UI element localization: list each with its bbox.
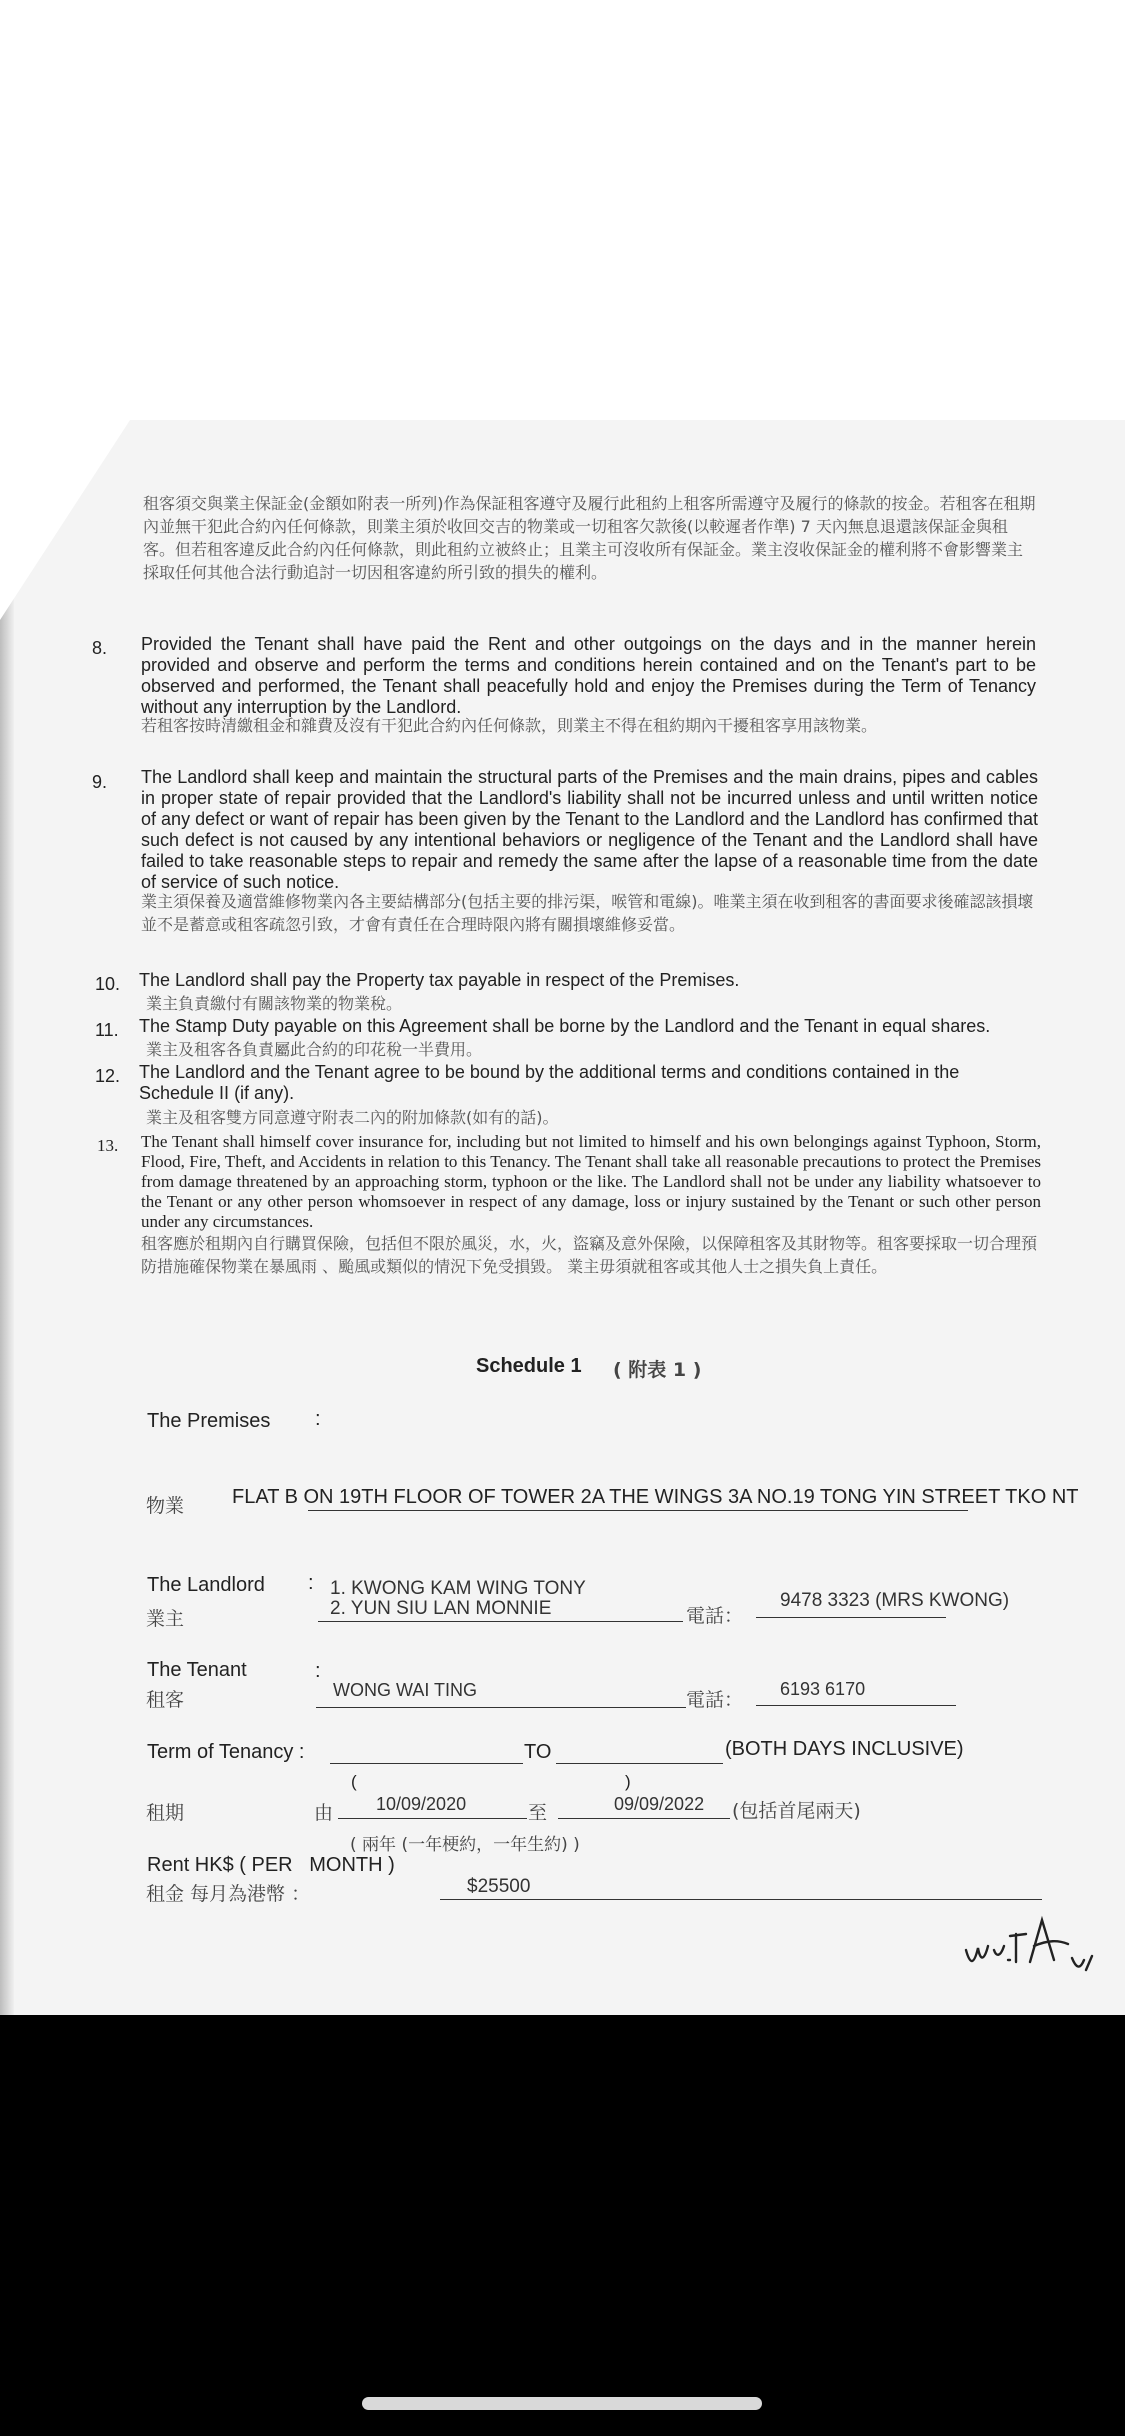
clause-8-text: Provided the Tenant shall have paid the Rent and other outgoings on the days and in the manner herein provided and observe and perform the terms and conditions herein contained and on the Tenant's part to be observed and performed, the Tenant shall peacefully hold and enjoy the Premises during the Term of Tenancy without any interruption by the Landlord.: [141, 634, 1036, 717]
premises-underline: [308, 1510, 968, 1511]
landlord-name-1: 1. KWONG KAM WING TONY: [330, 1578, 586, 1599]
bottom-black-band: [0, 2015, 1125, 2436]
tenant-phone-underline: [756, 1705, 956, 1706]
tenant-phone: 6193 6170: [780, 1679, 866, 1699]
premises-label-zh: 物業: [146, 1495, 185, 1517]
term-end-underline: [558, 1818, 730, 1819]
clause-10-number: 10.: [95, 974, 121, 994]
premises-colon: :: [315, 1408, 321, 1430]
clause-12-text-zh: 業主及租客雙方同意遵守附表二內的附加條款(如有的話)。: [146, 1108, 559, 1127]
rent-value: $25500: [467, 1876, 531, 1897]
term-from-zh: 由: [314, 1802, 334, 1824]
term-start-date: 10/09/2020: [376, 1794, 467, 1814]
document-page: [0, 420, 1125, 2015]
clause-12-number: 12.: [95, 1066, 121, 1086]
term-end-date: 09/09/2022: [614, 1794, 705, 1814]
tenant-name: WONG WAI TING: [333, 1680, 477, 1700]
term-label-zh: 租期: [146, 1802, 185, 1824]
term-to-zh: 至: [528, 1802, 548, 1824]
tenant-label: The Tenant: [147, 1659, 247, 1681]
term-to-label: TO: [524, 1741, 552, 1763]
tenant-colon: :: [315, 1660, 321, 1682]
clause-9-number: 9.: [92, 772, 108, 792]
intro-paragraph-zh: 租客須交與業主保証金(金額如附表一所列)作為保証租客遵守及履行此租約上租客所需遵守及履行的條款的按金。若租客在租期內並無干犯此合約內任何條款，則業主須於收回交吉的物業或一切租客欠款後(以較遲者作準) 7 天內無息退還該保証金與租客。但若租客違反此合約內任何條款，則此租約立被終止；且業主可沒收所有保証金。業主沒收保証金的權利將不會影響業主採取任何其他合法行動追討一切因租客違約所引致的損失的權利。: [143, 494, 1036, 582]
premises-label: The Premises: [147, 1410, 271, 1432]
clause-13-text: The Tenant shall himself cover insurance for, including but not limited to himself and his own belongings against Typhoon, Storm, Flood, Fire, Theft, and Accidents in relation to this Tenancy. The Tenant shall take all reasonable precautions to protect the Premises from damage threatened by an approaching storm, typhoon or the like. The Landlord shall not be under any liability whatsoever to the Tenant or any other person whomsoever in respect of any damage, loss or injury sustained by the Tenant or such other person under any circumstances.: [141, 1132, 1041, 1231]
clause-11-text: The Stamp Duty payable on this Agreement shall be borne by the Landlord and the Tenant in equal shares.: [139, 1016, 991, 1036]
landlord-underline: [318, 1621, 683, 1622]
rent-label-zh: 租金 每月為港幣 ：: [146, 1883, 311, 1905]
tenant-phone-label: 電話：: [686, 1689, 744, 1711]
schedule-title-zh: ( 附表 1 ): [613, 1359, 702, 1381]
clause-9-text-zh: 業主須保養及適當維修物業內各主要結構部分(包括主要的排污渠，喉管和電線)。唯業主須在收到租客的書面要求後確認該損壞並不是蓄意或租客疏忽引致，才會有責任在合理時限內將有關損壞維修妥當。: [141, 892, 1034, 934]
clause-11-number: 11.: [95, 1020, 119, 1040]
clause-9-text: The Landlord shall keep and maintain the structural parts of the Premises and the main drains, pipes and cables in proper state of repair provided that the Landlord's liability shall not be incurred unless and until written notice of any defect or want of repair has been given by the Tenant to the Landlord and the Landlord has confirmed that such defect is not caused by any intentional behaviors or negligence of the Tenant and the Landlord shall have failed to take reasonable steps to repair and remedy the same after the lapse of a reasonable time from the date of service of such notice.: [141, 767, 1038, 892]
page-shadow-edge: [0, 420, 14, 2015]
term-duration-zh: ( 兩年 (一年梗約，一年生約) ): [350, 1835, 580, 1855]
clause-13-text-zh: 租客應於租期內自行購買保險，包括但不限於風災，水，火，盜竊及意外保險，以保障租客及其財物等。租客要採取一切合理預防措施確保物業在暴風雨 、颱風或類似的情況下免受損毀。 業主毋須就租客或其他人士之損失負上責任。: [141, 1234, 1038, 1276]
clause-13-number: 13.: [97, 1136, 119, 1155]
clause-10-text: The Landlord shall pay the Property tax payable in respect of the Premises.: [139, 970, 740, 990]
landlord-colon: :: [308, 1572, 314, 1594]
landlord-phone: 9478 3323 (MRS KWONG): [780, 1590, 1010, 1611]
landlord-phone-label: 電話：: [686, 1605, 744, 1627]
clause-11-text-zh: 業主及租客各負責屬此合約的印花稅一半費用。: [146, 1040, 483, 1059]
term-end-blank: [556, 1763, 723, 1764]
home-indicator[interactable]: [362, 2397, 762, 2410]
landlord-label-zh: 業主: [146, 1608, 185, 1630]
clause-8-number: 8.: [92, 638, 108, 658]
schedule-title: Schedule 1: [476, 1355, 582, 1377]
term-start-blank: [330, 1763, 523, 1764]
rent-underline: [440, 1899, 1042, 1900]
premises-value: FLAT B ON 19TH FLOOR OF TOWER 2A THE WINGS 3A NO.19 TONG YIN STREET TKO NT: [232, 1486, 1079, 1508]
signature-initials: [960, 1910, 1120, 1980]
clause-12-text: The Landlord and the Tenant agree to be bound by the additional terms and conditions contained in the Schedule II (if any).: [139, 1062, 960, 1103]
tenant-underline: [316, 1707, 686, 1708]
clause-10-text-zh: 業主負責繳付有關該物業的物業稅。: [146, 994, 403, 1013]
tenant-label-zh: 租客: [146, 1689, 185, 1711]
clause-8-text-zh: 若租客按時清繳租金和雜費及沒有干犯此合約內任何條款，則業主不得在租約期內干擾租客享用該物業。: [141, 716, 878, 735]
term-inclusive-zh: (包括首尾兩天): [732, 1800, 861, 1822]
rent-label: Rent HK$ ( PER MONTH ): [147, 1854, 395, 1876]
term-label: Term of Tenancy :: [147, 1741, 305, 1763]
term-inclusive-label: (BOTH DAYS INCLUSIVE): [725, 1738, 964, 1760]
landlord-phone-underline: [756, 1617, 946, 1618]
term-start-underline: [338, 1818, 527, 1819]
landlord-name-2: 2. YUN SIU LAN MONNIE: [330, 1598, 552, 1619]
page-corner-fold: [0, 420, 130, 620]
landlord-label: The Landlord: [147, 1574, 265, 1596]
term-close-paren: ): [625, 1772, 631, 1791]
term-open-paren: (: [351, 1772, 357, 1791]
